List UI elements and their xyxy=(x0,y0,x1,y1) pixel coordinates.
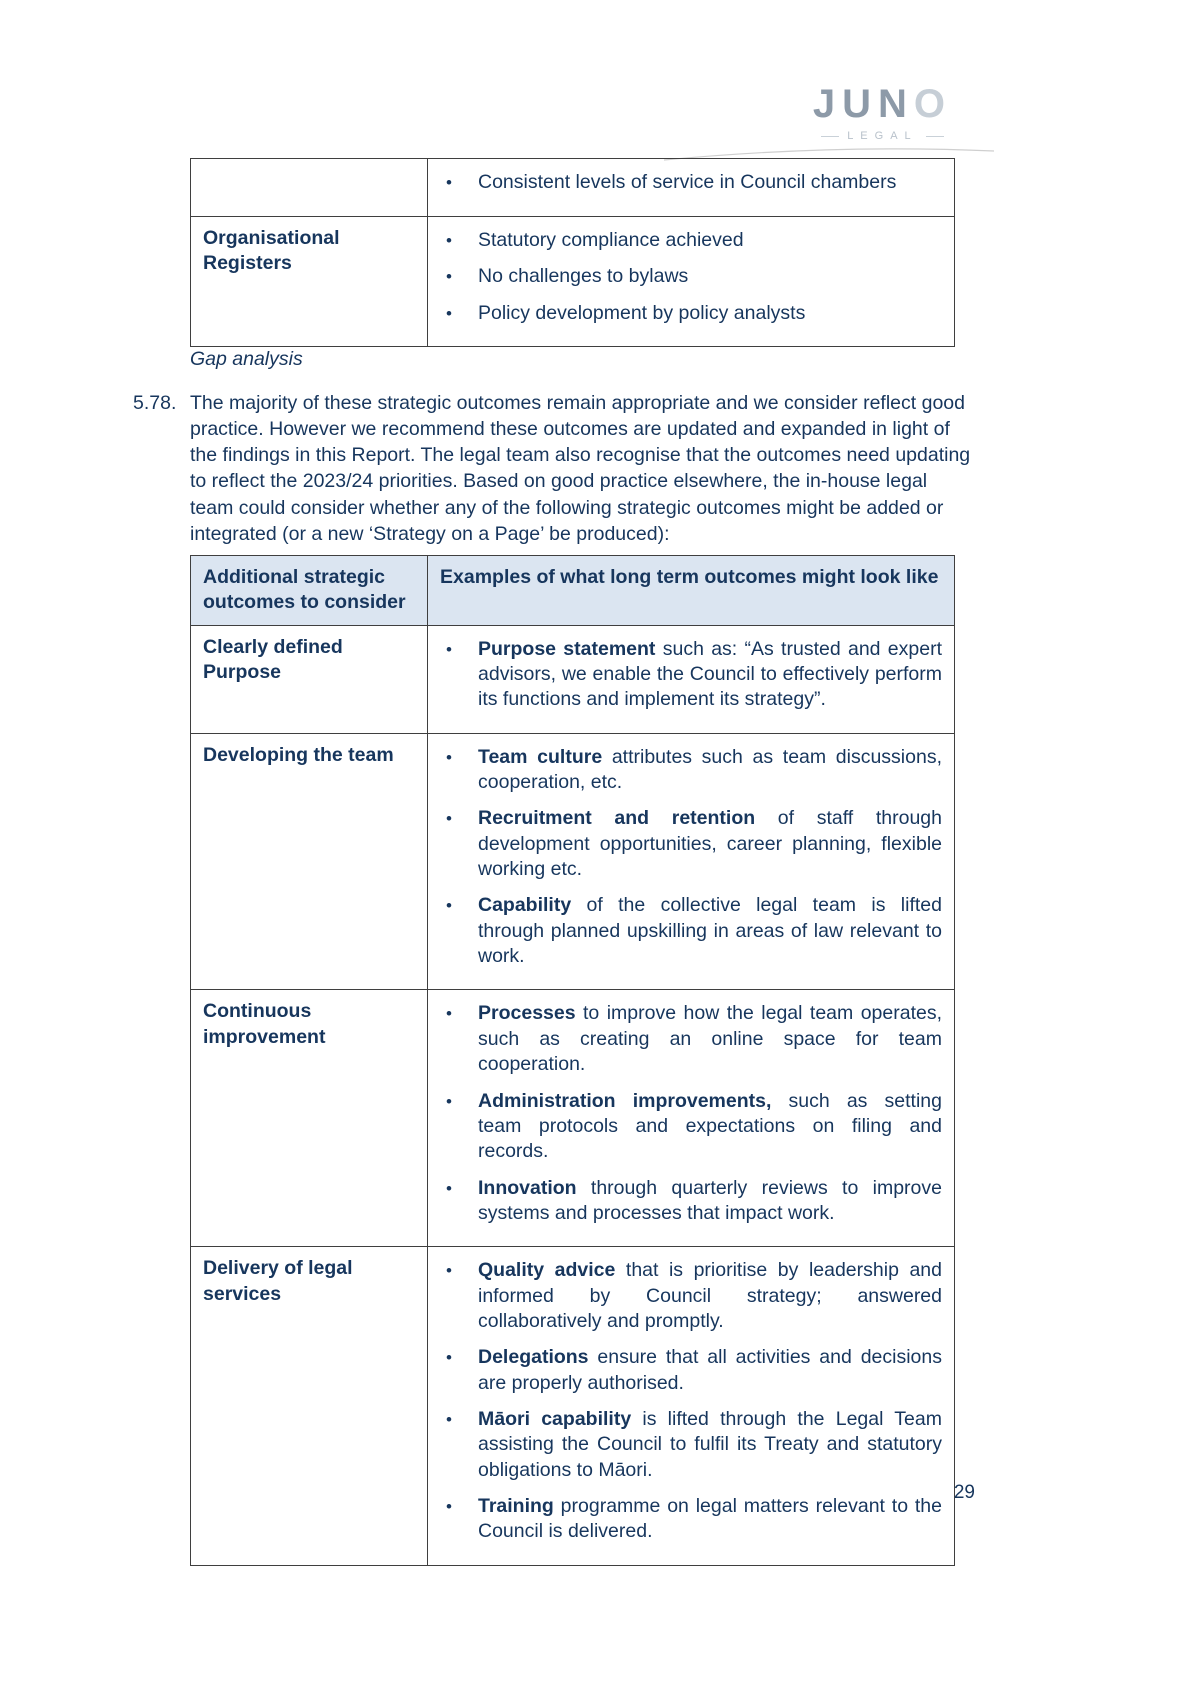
bullet-item xyxy=(440,1494,942,1545)
bullet-item xyxy=(440,264,942,290)
bullet-lead: Capability xyxy=(478,894,572,917)
bullet-text xyxy=(478,1258,942,1334)
header-cell-examples: Examples of what long term outcomes might look like xyxy=(428,556,955,626)
bullet-text: Consistent levels of service in Council chambers xyxy=(478,171,897,193)
table-row xyxy=(191,159,955,217)
logo-text-o: O xyxy=(913,82,952,126)
bullet-text xyxy=(478,1089,942,1165)
table-row xyxy=(191,990,955,1247)
bullet-marker: • xyxy=(446,896,452,916)
bullet-text xyxy=(478,1176,942,1227)
bullet-item xyxy=(440,1001,942,1077)
row-content-cell xyxy=(428,990,955,1247)
row-content-cell xyxy=(428,625,955,733)
bullet-rest: attributes such as team discussions, cooperation, etc. xyxy=(478,745,942,794)
bullet-marker: • xyxy=(446,747,452,767)
bullet-text: Statutory compliance achieved xyxy=(478,228,744,251)
bullet-marker: • xyxy=(446,173,452,192)
bullet-marker: • xyxy=(446,1261,452,1281)
bullet-item xyxy=(440,170,942,196)
bullet-lead: Training xyxy=(478,1494,554,1517)
bullet-item xyxy=(440,228,942,254)
bullet-item xyxy=(440,1345,942,1396)
bullet-marker: • xyxy=(446,1091,452,1111)
juno-legal-logo xyxy=(813,84,952,142)
table-row xyxy=(191,216,955,347)
bullet-text xyxy=(478,1494,942,1545)
bullet-lead: Processes xyxy=(478,1002,576,1025)
bullet-lead: Purpose statement xyxy=(478,637,656,660)
row-label-cell-empty xyxy=(191,159,428,217)
bullet-text: Policy development by policy analysts xyxy=(478,301,806,324)
paragraph-5-78 xyxy=(133,390,973,547)
bullet-rest: that is prioritise by leadership and informed by Council strategy; answered collaboratively and promptly. xyxy=(478,1259,942,1332)
bullet-marker: • xyxy=(446,639,452,659)
bullet-item xyxy=(440,1258,942,1334)
bullet-text xyxy=(478,1345,942,1396)
bullet-rest: ensure that all activities and decisions are properly authorised. xyxy=(478,1346,942,1394)
bullet-item xyxy=(440,1176,942,1227)
bullet-lead: Innovation xyxy=(478,1176,577,1199)
bullet-lead: Recruitment and retention xyxy=(478,807,756,830)
bullet-marker: • xyxy=(446,1409,452,1429)
bullet-item xyxy=(440,301,942,327)
row-content-cell xyxy=(428,159,955,217)
bullet-lead: Quality advice xyxy=(478,1259,616,1282)
bullet-marker: • xyxy=(446,809,452,829)
bullet-item xyxy=(440,893,942,969)
paragraph-number: 5.78. xyxy=(133,392,177,414)
bullet-text xyxy=(478,1407,942,1483)
bullet-text xyxy=(478,745,942,796)
bullet-rest: such as setting team protocols and expectations on filing and records. xyxy=(478,1089,942,1163)
bullet-lead: Delegations xyxy=(478,1346,589,1369)
row-label-cell: Developing the team xyxy=(191,733,428,990)
bullet-text: No challenges to bylaws xyxy=(478,265,689,287)
row-content-cell xyxy=(428,1247,955,1565)
logo-tagline: LEGAL xyxy=(821,130,943,142)
table-row xyxy=(191,625,955,733)
bullet-item xyxy=(440,806,942,882)
table-row xyxy=(191,1247,955,1565)
bullet-lead: Māori capability xyxy=(478,1407,632,1430)
paragraph-text: The majority of these strategic outcomes remain appropriate and we consider reflect good practice. However we recommend these outcomes are updated and expanded in light of the findings in this Report. The legal team also recognise that the outcomes need updating to reflect the 2023/24 priorities. Based on good practice elsewhere, the in-house legal team could consider whether any of the following strategic outcomes might be added or integrated (or a new ‘Strategy on a Page’ be produced): xyxy=(190,392,971,545)
row-label-cell: Delivery of legal services xyxy=(191,1247,428,1565)
bullet-rest: through quarterly reviews to improve systems and processes that impact work. xyxy=(478,1176,942,1224)
bullet-rest: is lifted through the Legal Team assisting the Council to fulfil its Treaty and statutory obligations to Māori. xyxy=(478,1407,942,1481)
gap-analysis-heading: Gap analysis xyxy=(190,348,303,370)
bullet-rest: programme on legal matters relevant to the Council is delivered. xyxy=(478,1494,942,1543)
bullet-lead: Administration improvements, xyxy=(478,1089,772,1112)
bullet-rest: to improve how the legal team operates, such as creating an online space for team cooperation. xyxy=(478,1002,942,1076)
row-label-cell: Organisational Registers xyxy=(191,216,428,347)
bullet-text xyxy=(478,806,942,882)
bullet-item xyxy=(440,637,942,713)
bullet-marker: • xyxy=(446,1004,452,1024)
bullet-lead: Team culture xyxy=(478,745,603,768)
bullet-text xyxy=(478,893,942,969)
bullet-marker: • xyxy=(446,1348,452,1368)
bullet-marker: • xyxy=(446,230,452,250)
bullet-rest: such as: “As trusted and expert advisors, we enable the Council to effectively perform its functions and implement its strategy”. xyxy=(478,637,942,711)
bullet-item xyxy=(440,1407,942,1483)
bullet-text xyxy=(478,1001,942,1077)
bullet-rest: of the collective legal team is lifted through planned upskilling in areas of law relevant to work. xyxy=(478,894,942,968)
bullet-item xyxy=(440,745,942,796)
page-number: 29 xyxy=(953,1482,975,1503)
table-row xyxy=(191,733,955,990)
row-label-cell: Continuous improvement xyxy=(191,990,428,1247)
logo-wordmark xyxy=(813,84,952,124)
bullet-item xyxy=(440,1089,942,1165)
row-content-cell xyxy=(428,733,955,990)
bullet-text xyxy=(478,637,942,713)
row-content-cell xyxy=(428,216,955,347)
strategic-outcomes-continued-table xyxy=(190,158,955,347)
bullet-rest: of staff through development opportunities, career planning, flexible working etc. xyxy=(478,807,942,881)
header-cell-outcomes: Additional strategic outcomes to consider xyxy=(191,556,428,626)
bullet-marker: • xyxy=(446,267,452,286)
bullet-marker: • xyxy=(446,1178,452,1198)
bullet-marker: • xyxy=(446,1496,452,1516)
table-header-row xyxy=(191,556,955,626)
row-label-cell: Clearly defined Purpose xyxy=(191,625,428,733)
bullet-marker: • xyxy=(446,303,452,323)
logo-text-jun: JUN xyxy=(812,82,914,126)
strategic-outcomes-table xyxy=(190,555,955,1566)
